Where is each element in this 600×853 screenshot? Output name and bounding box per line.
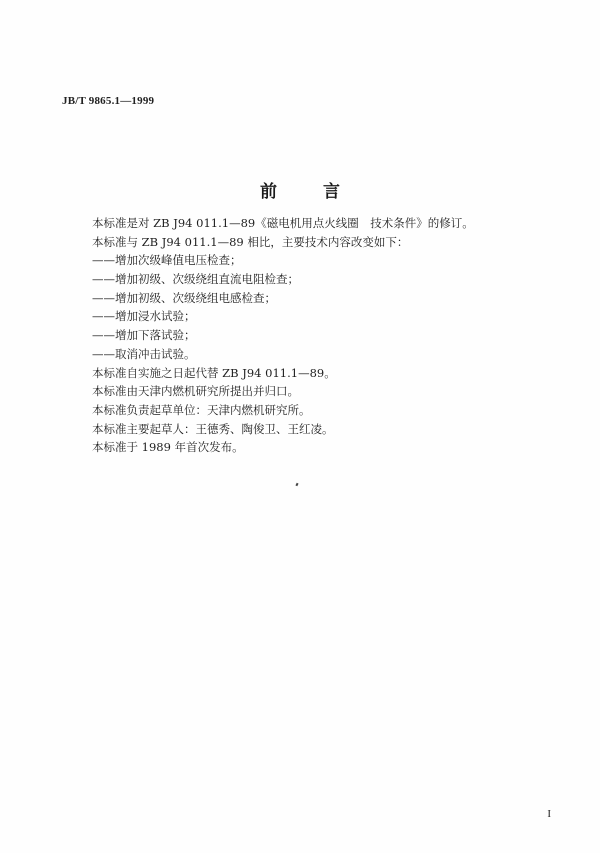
list-item-change: ——增加浸水试验； [92,309,196,324]
paragraph-revision-note: 本标准是对 ZB J94 011.1—89《磁电机用点火线圈 技术条件》的修订。 [92,216,474,230]
page-number: I [547,808,551,820]
foreword-body [92,214,532,457]
paragraph-proposer: 本标准由天津内燃机研究所提出并归口。 [92,384,299,399]
list-item-change: ——增加初级、次级绕组直流电阻检查； [92,272,299,287]
standard-code: JB/T 9865.1—1999 [62,95,155,107]
page-title: 前 言 [260,182,360,202]
paragraph-drafters: 本标准主要起草人：王德秀、陶俊卫、王红凌。 [92,421,334,436]
paragraph-replacement: 本标准自实施之日起代替 ZB J94 011.1—89。 [92,365,336,380]
list-item-change: ——增加初级、次级绕组电感检查； [92,290,276,305]
paragraph-first-issue: 本标准于 1989 年首次发布。 [92,440,244,455]
paragraph-drafting-unit: 本标准负责起草单位：天津内燃机研究所。 [92,402,311,417]
list-item-change: ——取消冲击试验。 [92,346,196,361]
paragraph-changes-intro: 本标准与 ZB J94 011.1—89 相比，主要技术内容改变如下： [92,234,409,249]
list-item-change: ——增加下落试验； [92,328,196,343]
list-item-change: ——增加次级峰值电压检查； [92,253,242,268]
scan-speck [295,483,298,487]
